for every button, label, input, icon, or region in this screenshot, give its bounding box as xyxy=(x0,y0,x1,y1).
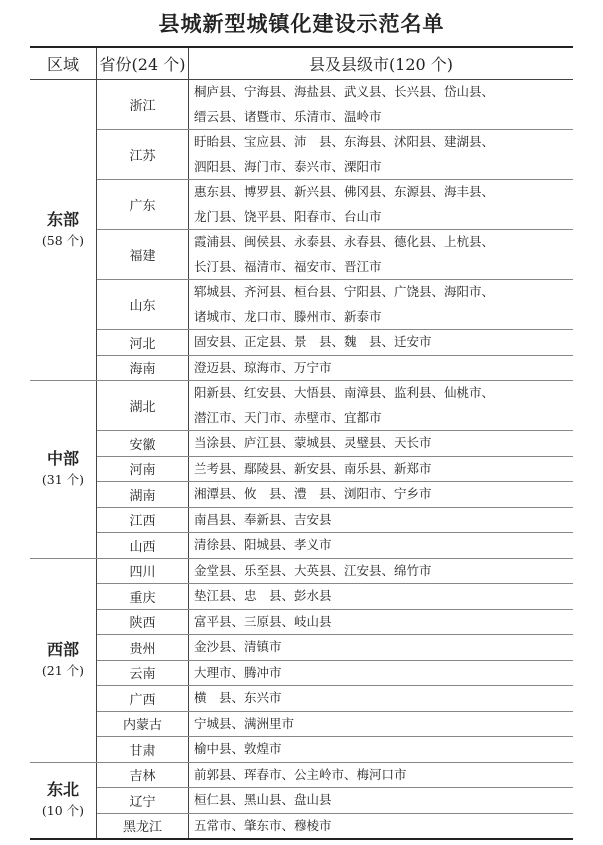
province-cell: 湖南 xyxy=(97,482,189,508)
county-list-cell xyxy=(189,482,574,508)
table-row xyxy=(30,686,573,712)
province-cell: 陕西 xyxy=(97,609,189,635)
province-cell: 山东 xyxy=(97,280,189,330)
county-list-line: 郓城县、齐河县、桓台县、宁阳县、广饶县、海阳市、 xyxy=(194,284,495,300)
county-list-cell xyxy=(189,431,574,457)
province-cell: 海南 xyxy=(97,355,189,381)
table-row xyxy=(30,788,573,814)
province-cell: 重庆 xyxy=(97,584,189,610)
table-row xyxy=(30,355,573,381)
county-list-cell xyxy=(189,180,574,230)
province-cell: 吉林 xyxy=(97,762,189,788)
county-list-cell xyxy=(189,635,574,661)
province-cell: 广西 xyxy=(97,686,189,712)
county-list-line: 阳新县、红安县、大悟县、南漳县、监利县、仙桃市、 xyxy=(194,385,495,401)
county-list-cell xyxy=(189,737,574,763)
province-cell: 山西 xyxy=(97,533,189,559)
county-list-cell xyxy=(189,507,574,533)
province-cell: 甘肃 xyxy=(97,737,189,763)
county-list-line: 金沙县、清镇市 xyxy=(194,639,282,655)
table-row xyxy=(30,711,573,737)
table-row xyxy=(30,507,573,533)
county-list-line: 清徐县、阳城县、孝义市 xyxy=(194,537,332,553)
table-row xyxy=(30,230,573,280)
province-cell: 安徽 xyxy=(97,431,189,457)
county-list-cell xyxy=(189,381,574,431)
province-cell: 广东 xyxy=(97,180,189,230)
county-list-cell xyxy=(189,813,574,839)
table-row xyxy=(30,180,573,230)
county-list-line: 澄迈县、琼海市、万宁市 xyxy=(194,359,332,375)
table-row xyxy=(30,381,573,431)
table-row xyxy=(30,584,573,610)
county-list-cell xyxy=(189,686,574,712)
table-row xyxy=(30,762,573,788)
region-cell xyxy=(30,381,97,559)
demo-list-table xyxy=(30,46,573,840)
table-row xyxy=(30,330,573,356)
header-region: 区域 xyxy=(30,47,97,80)
county-list-cell xyxy=(189,762,574,788)
page-title: 县城新型城镇化建设示范名单 xyxy=(158,11,445,36)
county-list-line: 垫江县、忠 县、彭水县 xyxy=(194,588,332,604)
region-count: (10 个) xyxy=(41,803,85,819)
county-list-line: 桓仁县、黑山县、盘山县 xyxy=(194,792,332,808)
table-row xyxy=(30,280,573,330)
table-body xyxy=(30,80,573,840)
county-list-cell xyxy=(189,355,574,381)
region-cell xyxy=(30,80,97,381)
county-list-line: 宁城县、满洲里市 xyxy=(194,715,295,731)
county-list-line: 长汀县、福清市、福安市、晋江市 xyxy=(194,258,382,274)
county-list-line: 盱眙县、宝应县、沛 县、东海县、沭阳县、建湖县、 xyxy=(194,134,495,150)
county-list-line: 惠东县、博罗县、新兴县、佛冈县、东源县、海丰县、 xyxy=(194,184,495,200)
header-counties: 县及县级市(120 个) xyxy=(189,47,574,80)
province-cell: 内蒙古 xyxy=(97,711,189,737)
region-count: (31 个) xyxy=(41,472,85,488)
table-row xyxy=(30,737,573,763)
province-cell: 四川 xyxy=(97,558,189,584)
table-row xyxy=(30,813,573,839)
province-cell: 河南 xyxy=(97,456,189,482)
table-row xyxy=(30,80,573,130)
county-list-line: 龙门县、饶平县、阳春市、台山市 xyxy=(194,208,382,224)
county-list-cell xyxy=(189,711,574,737)
table-row xyxy=(30,482,573,508)
county-list-cell xyxy=(189,230,574,280)
region-cell xyxy=(30,558,97,762)
table-row xyxy=(30,609,573,635)
county-list-cell xyxy=(189,280,574,330)
county-list-cell xyxy=(189,130,574,180)
county-list-line: 缙云县、诸暨市、乐清市、温岭市 xyxy=(194,108,382,124)
region-name: 东北 xyxy=(46,780,79,800)
region-name: 东部 xyxy=(46,210,79,229)
province-cell: 湖北 xyxy=(97,381,189,431)
county-list-line: 湘潭县、攸 县、澧 县、浏阳市、宁乡市 xyxy=(194,486,432,502)
table-row xyxy=(30,533,573,559)
county-list-cell xyxy=(189,609,574,635)
county-list-line: 固安县、正定县、景 县、魏 县、迁安市 xyxy=(194,334,432,350)
header-province: 省份(24 个) xyxy=(97,47,189,80)
county-list-line: 当涂县、庐江县、蒙城县、灵璧县、天长市 xyxy=(194,435,432,451)
county-list-line: 兰考县、鄢陵县、新安县、南乐县、新郑市 xyxy=(194,460,432,476)
region-name: 中部 xyxy=(46,449,79,469)
county-list-line: 霞浦县、闽侯县、永泰县、永春县、德化县、上杭县、 xyxy=(194,234,495,250)
table-row xyxy=(30,456,573,482)
county-list-cell xyxy=(189,80,574,130)
county-list-cell xyxy=(189,660,574,686)
province-cell: 江西 xyxy=(97,507,189,533)
county-list-line: 泗阳县、海门市、泰兴市、溧阳市 xyxy=(194,158,382,174)
province-cell: 云南 xyxy=(97,660,189,686)
table-row xyxy=(30,130,573,180)
county-list-line: 前郭县、珲春市、公主岭市、梅河口市 xyxy=(194,766,407,782)
county-list-cell xyxy=(189,584,574,610)
table-row xyxy=(30,660,573,686)
county-list-cell xyxy=(189,788,574,814)
province-cell: 辽宁 xyxy=(97,788,189,814)
province-cell: 福建 xyxy=(97,230,189,280)
county-list-cell xyxy=(189,558,574,584)
county-list-line: 横 县、东兴市 xyxy=(194,690,282,706)
county-list-line: 五常市、肇东市、穆棱市 xyxy=(194,817,332,833)
region-count: (21 个) xyxy=(41,663,85,678)
county-list-line: 桐庐县、宁海县、海盐县、武义县、长兴县、岱山县、 xyxy=(194,84,495,100)
region-name: 西部 xyxy=(46,640,79,659)
county-list-line: 金堂县、乐至县、大英县、江安县、绵竹市 xyxy=(194,562,432,578)
county-list-cell xyxy=(189,330,574,356)
region-count: (58 个) xyxy=(41,233,85,248)
table-row xyxy=(30,431,573,457)
province-cell: 浙江 xyxy=(97,80,189,130)
county-list-line: 富平县、三原县、岐山县 xyxy=(194,613,332,629)
region-cell xyxy=(30,762,97,839)
table-row xyxy=(30,635,573,661)
county-list-cell xyxy=(189,533,574,559)
county-list-line: 大理市、腾冲市 xyxy=(194,664,282,680)
province-cell: 贵州 xyxy=(97,635,189,661)
county-list-line: 潜江市、天门市、赤壁市、宜都市 xyxy=(194,409,382,425)
province-cell: 河北 xyxy=(97,330,189,356)
province-cell: 江苏 xyxy=(97,130,189,180)
header-row xyxy=(30,47,573,80)
province-cell: 黑龙江 xyxy=(97,813,189,839)
county-list-line: 榆中县、敦煌市 xyxy=(194,741,282,757)
county-list-line: 诸城市、龙口市、滕州市、新泰市 xyxy=(194,308,382,324)
table-row xyxy=(30,558,573,584)
county-list-cell xyxy=(189,456,574,482)
county-list-line: 南昌县、奉新县、吉安县 xyxy=(194,511,332,527)
